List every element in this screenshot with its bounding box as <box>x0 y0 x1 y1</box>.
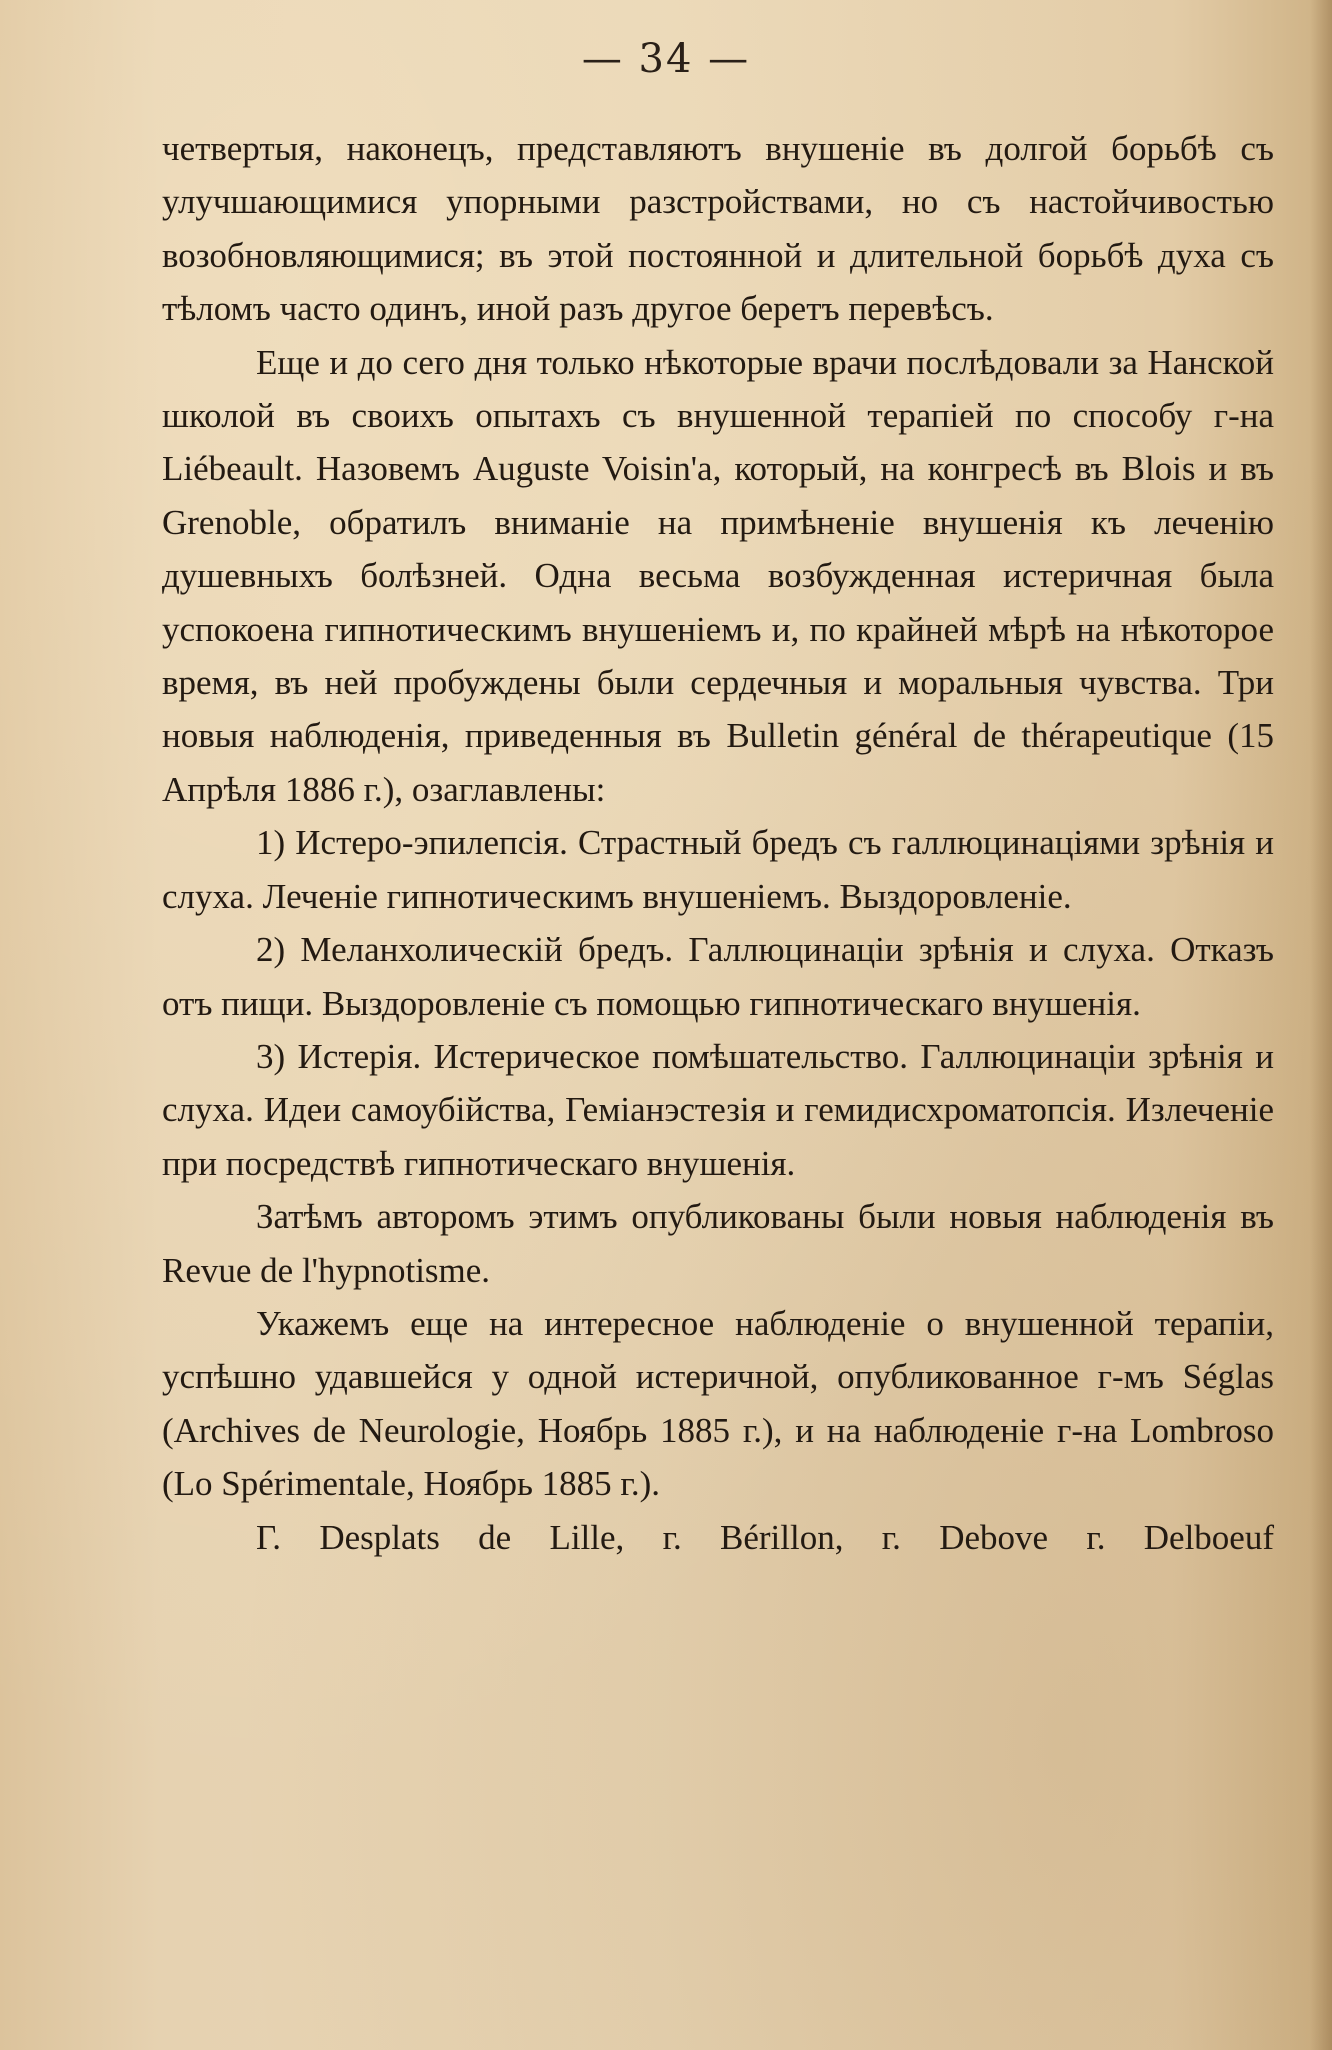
paragraph-revue-hypnotisme: Затѣмъ авторомъ этимъ опубликованы были новыя наблюденія въ Revue de l'hypnotisme. <box>162 1197 1274 1290</box>
paragraph-continuation: четвертыя, наконецъ, представляютъ внушеніе въ долгой борьбѣ съ улучшающимися упорными разстройствами, но съ настойчивостью возобновляющимися; въ этой постоянной и длительной борьбѣ духа съ тѣломъ часто одинъ, иной разъ другое беретъ перевѣсъ. <box>162 129 1274 329</box>
observation-item-1: 1) Истеро-эпилепсія. Страстный бредъ съ галлюцинаціями зрѣнія и слуха. Леченіе гипнотическимъ внушеніемъ. Выздоровленіе. <box>162 823 1274 916</box>
page-body-text <box>162 122 1274 1564</box>
observation-item-3: 3) Истерія. Истерическое помѣшательство. Галлюцинаціи зрѣнія и слуха. Идеи самоубійства, Геміанэстезія и гемидисхроматопсія. Излеченіе при посредствѣ гипнотическаго внушенія. <box>162 1036 1274 1183</box>
page-edge-shadow <box>1310 0 1332 2050</box>
observation-item-2: 2) Меланхолическій бредъ. Галлюцинаціи зрѣнія и слуха. Отказъ отъ пищи. Выздоровленіе съ помощью гипнотическаго внушенія. <box>162 930 1274 1023</box>
paragraph-desplats: Г. Desplats de Lille, г. Bérillon, г. Debove г. Delboeuf <box>256 1517 1274 1557</box>
paragraph-seglas-lombroso: Укажемъ еще на интересное наблюденіе о внушенной терапіи, успѣшно удавшейся у одной истеричной, опубликованное г-мъ Séglas (Archives de Neurologie, Ноябрь 1885 г.), и на наблюденіе г-на Lombroso (Lo Spérimentale, Ноябрь 1885 г.). <box>162 1303 1274 1504</box>
paragraph-nancy-school: Еще и до сего дня только нѣкоторые врачи послѣдовали за Нанской школой въ своихъ опытахъ съ внушенной терапіей по способу г-на Liébeault. Назовемъ Auguste Voisin'а, который, на конгресѣ въ Blois и въ Grenoble, обратилъ вниманіе на примѣненіе внушенія къ леченію душевныхъ болѣзней. Одна весьма возбужденная истеричная была успокоена гипнотическимъ внушеніемъ и, по крайней мѣрѣ на нѣкоторое время, въ ней пробуждены были сердечныя и моральныя чувства. Три новыя наблюденія, приведенныя въ Bulletin général de thérapeutique (15 Апрѣля 1886 г.), озаглавлены: <box>162 342 1274 809</box>
page-number: — 34 — <box>581 36 751 82</box>
